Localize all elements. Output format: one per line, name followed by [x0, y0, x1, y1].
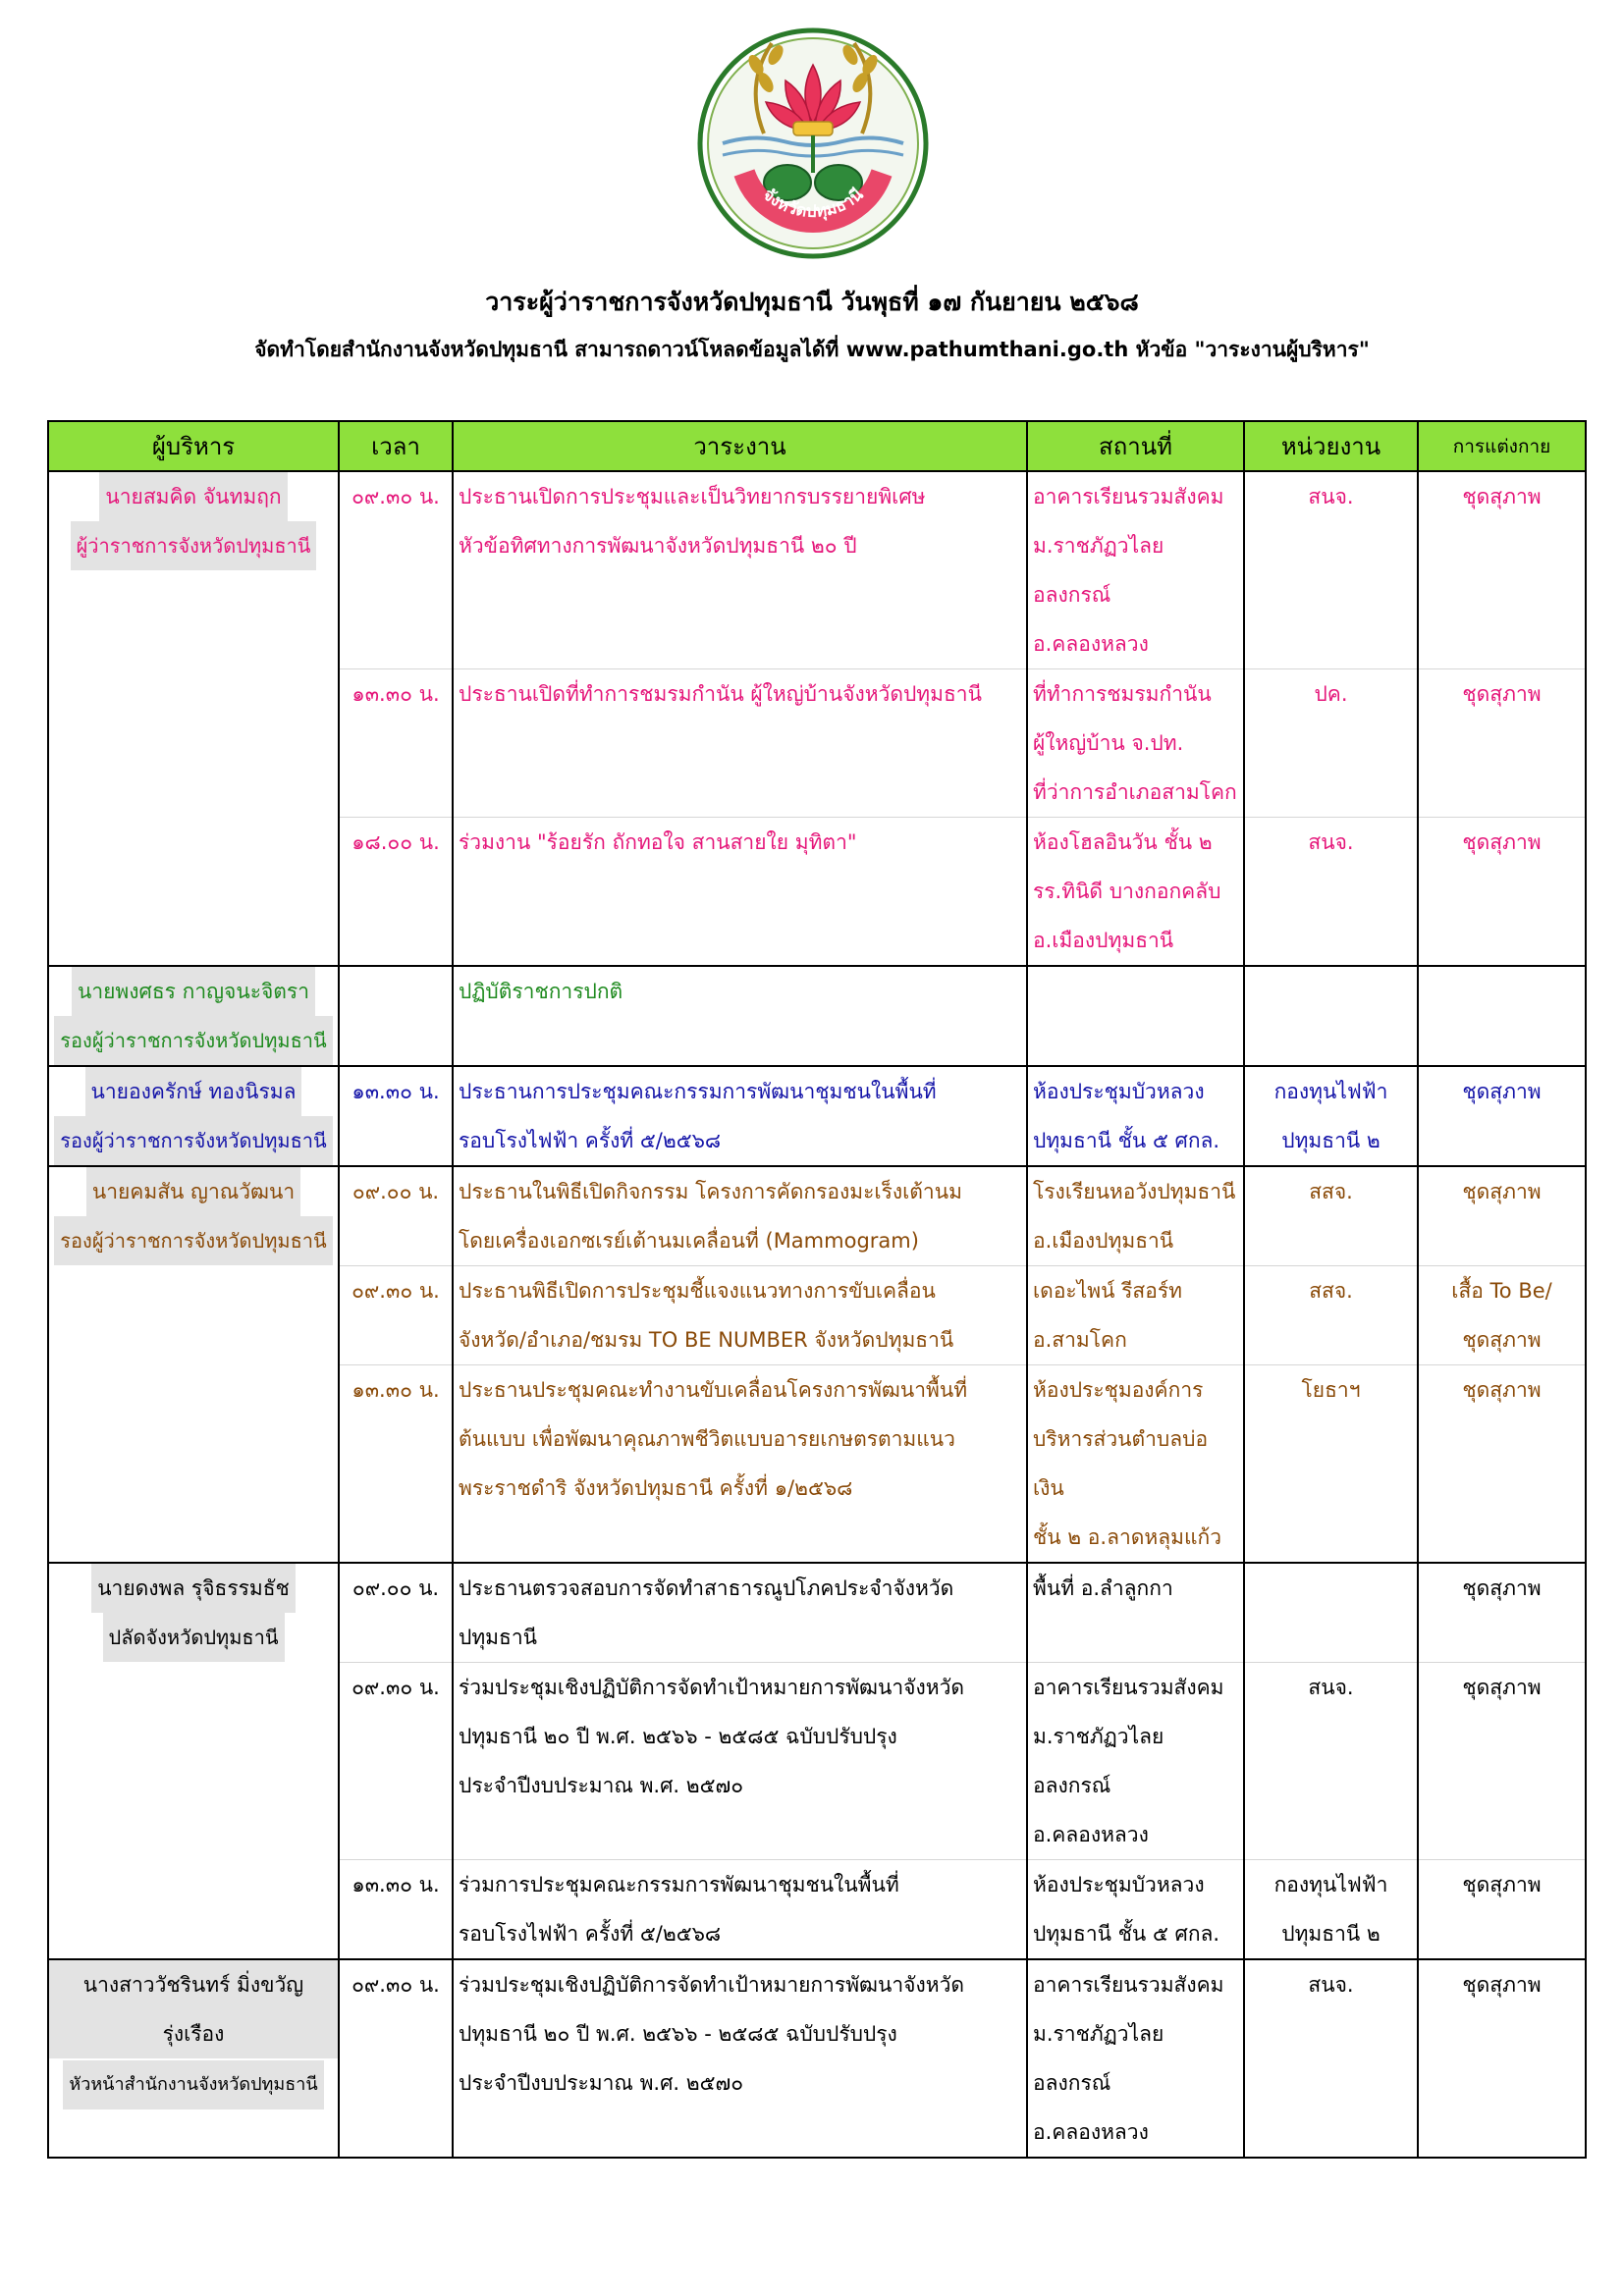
unit-cell-line: สสจ.: [1309, 1180, 1353, 1203]
agenda-cell: [453, 669, 1027, 818]
executive-position: รองผู้ว่าราชการจังหวัดปทุมธานี: [54, 1016, 332, 1065]
agenda-cell-line: ประธานเปิดการประชุมและเป็นวิทยากรบรรยายพิเศษ: [459, 485, 926, 508]
dress-cell: [1418, 1066, 1586, 1166]
agenda-cell-line: ปฏิบัติราชการปกติ: [459, 980, 623, 1003]
executive-cell: [48, 1860, 339, 1960]
agenda-cell-line: ประธานประชุมคณะทำงานขับเคลื่อนโครงการพัฒนาพื้นที่: [459, 1378, 968, 1402]
time-cell: ๑๓.๓๐ น.: [339, 669, 453, 818]
time-cell: ๐๙.๓๐ น.: [339, 1959, 453, 2158]
agenda-cell-line: จังหวัด/อำเภอ/ชมรม TO BE NUMBER จังหวัดปทุมธานี: [459, 1328, 954, 1352]
table-row: [48, 1959, 1586, 2158]
unit-cell: [1244, 471, 1418, 669]
time-cell: ๑๘.๐๐ น.: [339, 818, 453, 967]
executive-cell: [48, 1066, 339, 1166]
place-cell: [1027, 1860, 1244, 1960]
time-cell: ๐๙.๐๐ น.: [339, 1166, 453, 1266]
table-row: [48, 471, 1586, 669]
table-row: [48, 1066, 1586, 1166]
unit-cell: [1244, 966, 1418, 1066]
schedule-table: [47, 420, 1587, 2159]
place-cell-line: ม.ราชภัฏวไลยอลงกรณ์: [1033, 534, 1164, 607]
unit-cell: [1244, 1663, 1418, 1860]
unit-cell: [1244, 1266, 1418, 1365]
dress-cell: [1418, 1959, 1586, 2158]
table-row: [48, 818, 1586, 967]
place-cell-line: อ.คลองหลวง: [1033, 2120, 1149, 2144]
time-cell: ๐๙.๐๐ น.: [339, 1563, 453, 1663]
unit-cell-line: กองทุนไฟฟ้า: [1273, 1080, 1388, 1103]
place-cell-line: ม.ราชภัฏวไลยอลงกรณ์: [1033, 2022, 1164, 2095]
place-cell: [1027, 1066, 1244, 1166]
place-cell-line: อาคารเรียนรวมสังคม: [1033, 1973, 1224, 1997]
dress-cell: [1418, 471, 1586, 669]
agenda-cell-line: ประธานตรวจสอบการจัดทำสาธารณูปโภคประจำจังหวัด: [459, 1576, 954, 1600]
place-cell-line: ที่ว่าการอำเภอสามโคก: [1033, 780, 1237, 804]
header-agenda: วาระงาน: [453, 421, 1027, 471]
dress-cell: [1418, 1266, 1586, 1365]
place-cell: [1027, 1663, 1244, 1860]
executive-position: ปลัดจังหวัดปทุมธานี: [103, 1613, 285, 1662]
dress-cell-line: ชุดสุภาพ: [1462, 1378, 1542, 1402]
agenda-cell-line: ร่วมงาน "ร้อยรัก ถักทอใจ สานสายใย มุทิตา": [459, 830, 857, 854]
place-cell: [1027, 1365, 1244, 1564]
unit-cell: [1244, 1959, 1418, 2158]
dress-cell-line: ชุดสุภาพ: [1462, 1328, 1542, 1352]
time-cell: [339, 966, 453, 1066]
place-cell-line: ปทุมธานี ชั้น ๕ ศกล.: [1033, 1922, 1220, 1946]
agenda-cell-line: รอบโรงไฟฟ้า ครั้งที่ ๕/๒๕๖๘: [459, 1922, 722, 1946]
agenda-cell-line: ร่วมการประชุมคณะกรรมการพัฒนาชุมชนในพื้นที่: [459, 1873, 899, 1896]
unit-cell: [1244, 818, 1418, 967]
agenda-cell-line: ร่วมประชุมเชิงปฏิบัติการจัดทำเป้าหมายการพัฒนาจังหวัด: [459, 1973, 965, 1997]
executive-name: นายองครักษ์ ทองนิรมล: [85, 1067, 302, 1116]
unit-cell-line: กองทุนไฟฟ้า: [1273, 1873, 1388, 1896]
header-place: สถานที่: [1027, 421, 1244, 471]
unit-cell-line: ปทุมธานี ๒: [1281, 1922, 1380, 1946]
place-cell-line: บริหารส่วนตำบลบ่อเงิน: [1033, 1427, 1209, 1500]
agenda-cell: [453, 1663, 1027, 1860]
header-executive: ผู้บริหาร: [48, 421, 339, 471]
executive-name: นายสมคิด จันทมฤก: [99, 472, 287, 521]
unit-cell-line: สสจ.: [1309, 1279, 1353, 1303]
place-cell: [1027, 669, 1244, 818]
executive-cell: [48, 1959, 339, 2158]
document-subtitle: จัดทำโดยสำนักงานจังหวัดปทุมธานี สามารถดาวน์โหลดข้อมูลได้ที่ www.pathumthani.go.th หัวข้อ "วาระงานผู้บริหาร": [254, 338, 1370, 361]
dress-cell: [1418, 818, 1586, 967]
dress-cell: [1418, 1563, 1586, 1663]
table-row: [48, 1166, 1586, 1266]
place-cell-line: อ.สามโคก: [1033, 1328, 1127, 1352]
dress-cell: [1418, 1663, 1586, 1860]
agenda-cell: [453, 1266, 1027, 1365]
unit-cell: [1244, 1066, 1418, 1166]
agenda-cell-line: ประธานเปิดที่ทำการชมรมกำนัน ผู้ใหญ่บ้านจังหวัดปทุมธานี: [459, 682, 982, 706]
dress-cell: [1418, 1365, 1586, 1564]
unit-cell-line: สนจ.: [1308, 485, 1354, 508]
header-dress: การแต่งกาย: [1418, 421, 1586, 471]
schedule-body: [48, 471, 1586, 2158]
executive-cell: [48, 669, 339, 818]
unit-cell: [1244, 1166, 1418, 1266]
agenda-cell-line: ปทุมธานี: [459, 1626, 537, 1649]
table-row: [48, 1365, 1586, 1564]
place-cell-line: อ.เมืองปทุมธานี: [1033, 929, 1174, 952]
executive-cell: [48, 818, 339, 967]
table-row: [48, 1266, 1586, 1365]
dress-cell-line: ชุดสุภาพ: [1462, 682, 1542, 706]
executive-cell: [48, 471, 339, 669]
agenda-cell-line: โดยเครื่องเอกซเรย์เต้านมเคลื่อนที่ (Mammogram): [459, 1229, 919, 1253]
place-cell-line: ที่ทำการชมรมกำนัน: [1033, 682, 1212, 706]
dress-cell: [1418, 669, 1586, 818]
dress-cell-line: เสื้อ To Be/: [1451, 1279, 1552, 1303]
place-cell-line: อ.คลองหลวง: [1033, 632, 1149, 656]
executive-cell: [48, 966, 339, 1066]
agenda-cell: [453, 1365, 1027, 1564]
dress-cell-line: ชุดสุภาพ: [1462, 830, 1542, 854]
place-cell-line: ชั้น ๒ อ.ลาดหลุมแก้ว: [1033, 1525, 1221, 1549]
place-cell-line: รร.ทินิดี บางกอกคลับ: [1033, 880, 1221, 903]
place-cell-line: อ.เมืองปทุมธานี: [1033, 1229, 1174, 1253]
agenda-cell-line: พระราชดำริ จังหวัดปทุมธานี ครั้งที่ ๑/๒๕๖๘: [459, 1476, 853, 1500]
executive-cell: [48, 1166, 339, 1266]
time-cell: ๑๓.๓๐ น.: [339, 1365, 453, 1564]
document-title: วาระผู้ว่าราชการจังหวัดปทุมธานี วันพุธที่ ๑๗ กันยายน ๒๕๖๘: [485, 288, 1139, 316]
place-cell-line: ห้องประชุมบัวหลวง: [1033, 1873, 1205, 1896]
executive-name: นายดงพล รุจิธรรมธัช: [91, 1564, 296, 1613]
place-cell-line: ห้องประชุมองค์การ: [1033, 1378, 1204, 1402]
place-cell: [1027, 1266, 1244, 1365]
agenda-cell-line: ต้นแบบ เพื่อพัฒนาคุณภาพชีวิตแบบอารยเกษตรตามแนว: [459, 1427, 955, 1451]
unit-cell: [1244, 1563, 1418, 1663]
dress-cell-line: ชุดสุภาพ: [1462, 485, 1542, 508]
executive-position: หัวหน้าสำนักงานจังหวัดปทุมธานี: [63, 2060, 323, 2109]
header-time: เวลา: [339, 421, 453, 471]
header-unit: หน่วยงาน: [1244, 421, 1418, 471]
executive-position: ผู้ว่าราชการจังหวัดปทุมธานี: [71, 521, 317, 570]
dress-cell-line: ชุดสุภาพ: [1462, 1080, 1542, 1103]
unit-cell: [1244, 1860, 1418, 1960]
place-cell-line: โรงเรียนหอวังปทุมธานี: [1033, 1180, 1236, 1203]
place-cell-line: อาคารเรียนรวมสังคม: [1033, 485, 1224, 508]
agenda-cell: [453, 1959, 1027, 2158]
time-cell: ๐๙.๓๐ น.: [339, 471, 453, 669]
agenda-cell: [453, 1563, 1027, 1663]
place-cell: [1027, 1959, 1244, 2158]
executive-cell: [48, 1365, 339, 1564]
place-cell-line: ห้องโฮลอินวัน ชั้น ๒: [1033, 830, 1213, 854]
unit-cell-line: ปค.: [1314, 682, 1348, 706]
agenda-cell: [453, 1066, 1027, 1166]
agenda-cell: [453, 1166, 1027, 1266]
time-cell: ๑๓.๓๐ น.: [339, 1860, 453, 1960]
unit-cell-line: สนจ.: [1308, 1973, 1354, 1997]
unit-cell-line: โยธาฯ: [1301, 1378, 1361, 1402]
agenda-cell: [453, 471, 1027, 669]
table-header-row: [48, 421, 1586, 471]
place-cell: [1027, 1166, 1244, 1266]
table-row: [48, 1663, 1586, 1860]
executive-position: รองผู้ว่าราชการจังหวัดปทุมธานี: [54, 1216, 332, 1265]
executive-name: นายพงศธร กาญจนะจิตรา: [72, 967, 315, 1016]
executive-cell: [48, 1663, 339, 1860]
dress-cell: [1418, 1166, 1586, 1266]
agenda-cell-line: ปทุมธานี ๒๐ ปี พ.ศ. ๒๕๖๖ - ๒๕๘๕ ฉบับปรับปรุง: [459, 2022, 897, 2046]
table-row: [48, 669, 1586, 818]
dress-cell: [1418, 966, 1586, 1066]
dress-cell-line: ชุดสุภาพ: [1462, 1973, 1542, 1997]
dress-cell-line: ชุดสุภาพ: [1462, 1676, 1542, 1699]
agenda-cell-line: ประจำปีงบประมาณ พ.ศ. ๒๕๗๐: [459, 1774, 744, 1797]
place-cell-line: พื้นที่ อ.ลำลูกกา: [1033, 1576, 1173, 1600]
table-row: [48, 1860, 1586, 1960]
place-cell: [1027, 966, 1244, 1066]
table-row: [48, 966, 1586, 1066]
agenda-cell-line: ประธานในพิธีเปิดกิจกรรม โครงการคัดกรองมะเร็งเต้านม: [459, 1180, 962, 1203]
agenda-cell-line: ประธานการประชุมคณะกรรมการพัฒนาชุมชนในพื้นที่: [459, 1080, 937, 1103]
agenda-cell-line: รอบโรงไฟฟ้า ครั้งที่ ๕/๒๕๖๘: [459, 1129, 722, 1152]
place-cell: [1027, 818, 1244, 967]
executive-position: รองผู้ว่าราชการจังหวัดปทุมธานี: [54, 1116, 332, 1165]
time-cell: ๑๓.๓๐ น.: [339, 1066, 453, 1166]
dress-cell-line: ชุดสุภาพ: [1462, 1576, 1542, 1600]
place-cell-line: เดอะไพน์ รีสอร์ท: [1033, 1279, 1182, 1303]
executive-cell: [48, 1266, 339, 1365]
agenda-cell-line: ปทุมธานี ๒๐ ปี พ.ศ. ๒๕๖๖ - ๒๕๘๕ ฉบับปรับปรุง: [459, 1725, 897, 1748]
executive-name: นางสาววัชรินทร์ มิ่งขวัญรุ่งเรือง: [49, 1960, 338, 2058]
table-row: [48, 1563, 1586, 1663]
unit-cell: [1244, 669, 1418, 818]
svg-text:จังหวัดปทุมธานี: จังหวัดปทุมธานี: [758, 185, 868, 222]
place-cell-line: ห้องประชุมบัวหลวง: [1033, 1080, 1205, 1103]
unit-cell-line: สนจ.: [1308, 1676, 1354, 1699]
dress-cell: [1418, 1860, 1586, 1960]
executive-cell: [48, 1563, 339, 1663]
place-cell-line: ม.ราชภัฏวไลยอลงกรณ์: [1033, 1725, 1164, 1797]
place-cell-line: อ.คลองหลวง: [1033, 1823, 1149, 1846]
dress-cell-line: ชุดสุภาพ: [1462, 1873, 1542, 1896]
agenda-cell: [453, 818, 1027, 967]
unit-cell-line: สนจ.: [1308, 830, 1354, 854]
place-cell: [1027, 1563, 1244, 1663]
time-cell: ๐๙.๓๐ น.: [339, 1266, 453, 1365]
unit-cell-line: ปทุมธานี ๒: [1281, 1129, 1380, 1152]
dress-cell-line: ชุดสุภาพ: [1462, 1180, 1542, 1203]
unit-cell: [1244, 1365, 1418, 1564]
agenda-cell-line: หัวข้อทิศทางการพัฒนาจังหวัดปทุมธานี ๒๐ ปี: [459, 534, 857, 558]
agenda-cell: [453, 1860, 1027, 1960]
agenda-cell-line: ประจำปีงบประมาณ พ.ศ. ๒๕๗๐: [459, 2071, 744, 2095]
agenda-cell-line: ร่วมประชุมเชิงปฏิบัติการจัดทำเป้าหมายการพัฒนาจังหวัด: [459, 1676, 965, 1699]
executive-name: นายคมสัน ญาณวัฒนา: [86, 1167, 300, 1216]
pathumthani-seal-logo: [695, 26, 931, 261]
place-cell-line: ปทุมธานี ชั้น ๕ ศกล.: [1033, 1129, 1220, 1152]
time-cell: ๐๙.๓๐ น.: [339, 1663, 453, 1860]
agenda-cell-line: ประธานพิธีเปิดการประชุมชี้แจงแนวทางการขับเคลื่อน: [459, 1279, 936, 1303]
agenda-cell: [453, 966, 1027, 1066]
place-cell: [1027, 471, 1244, 669]
place-cell-line: อาคารเรียนรวมสังคม: [1033, 1676, 1224, 1699]
place-cell-line: ผู้ใหญ่บ้าน จ.ปท.: [1033, 731, 1184, 755]
